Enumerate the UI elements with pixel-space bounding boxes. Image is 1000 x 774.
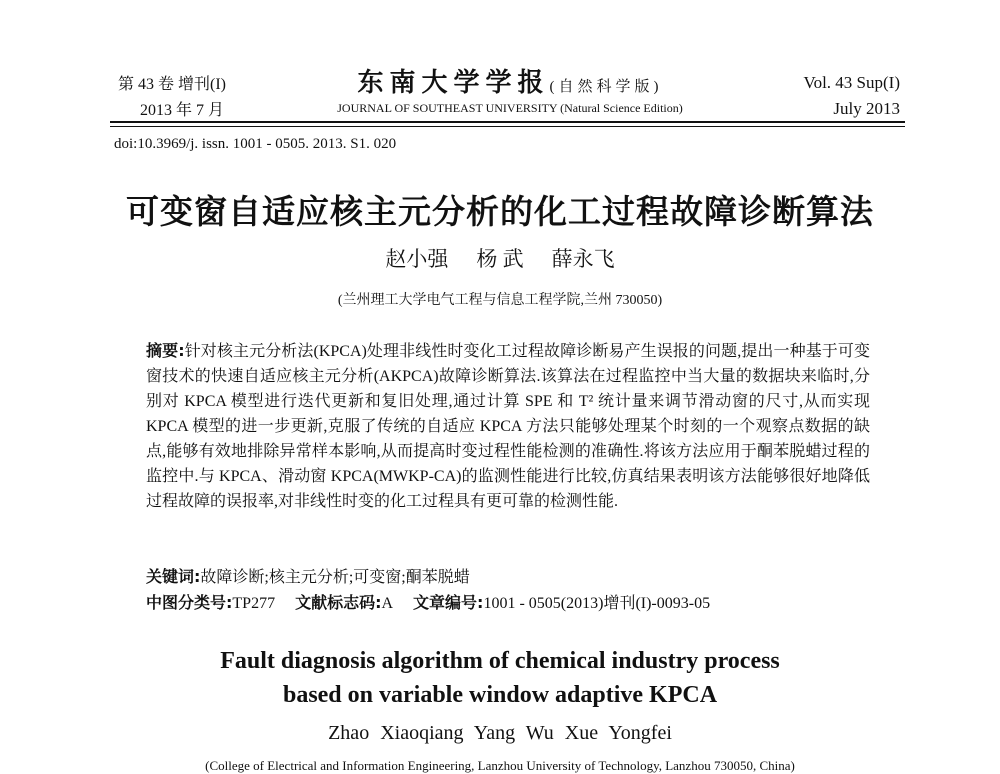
abstract-label: 摘要:	[146, 341, 185, 360]
journal-title-zh: 东南大学学报	[357, 68, 550, 97]
affiliation-zh: (兰州理工大学电气工程与信息工程学院,兰州 730050)	[337, 293, 663, 308]
paper-title-en	[150, 644, 850, 712]
header-volume-block	[118, 72, 318, 124]
journal-name-zh	[300, 62, 720, 99]
authors-zh	[300, 243, 700, 273]
clc-value: TP277	[232, 595, 276, 612]
abstract	[146, 338, 870, 514]
journal-edition-zh: (自然科学版)	[549, 79, 663, 95]
journal-name-en: JOURNAL OF SOUTHEAST UNIVERSITY (Natural Science Edition)	[337, 101, 683, 115]
abstract-text: 针对核主元分析法(KPCA)处理非线性时变化工过程故障诊断易产生误报的问题,提出一种基于可变窗技术的快速自适应核主元分析(AKPCA)故障诊断算法.该算法在过程监控中当大量的数据块来临时,分别对 KPCA 模型进行迭代更新和复旧处理,通过计算 SPE 和 T² 统计量来调节滑动窗的尺寸,从而实现 KPCA 模型的进一步更新,克服了传统的自适应 KPCA 方法只能够处理某个时刻的一个观察点数据的缺点,能够有效地排除异常样本影响,从而提高时变过程性能检测的准确性.将该方法应用于酮苯脱蜡过程的监控中.与 KPCA、滑动窗 KPCA(MWKP-CA)的监测性能进行比较,仿真结果表明该方法能够很好地降低过程故障的误报率,对非线性时变的化工过程具有更可靠的检测性能.	[146, 343, 870, 510]
affiliation-en: (College of Electrical and Information Engineering, Lanzhou University of Technology, Lanzhou 730050, China)	[205, 758, 795, 773]
volume-zh: 第 43 卷 增刊(I)	[118, 76, 226, 93]
doc-code-value: A	[381, 595, 394, 612]
keywords-label: 关键词:	[146, 567, 201, 586]
doc-code-label: 文献标志码:	[295, 593, 382, 612]
article-number-label: 文章编号:	[413, 593, 484, 612]
keywords-text: 故障诊断;核主元分析;可变窗;酮苯脱蜡	[200, 569, 470, 586]
title-en-line: based on variable window adaptive KPCA	[282, 682, 718, 708]
header-rule-thin	[110, 126, 905, 127]
classification-line	[146, 590, 870, 613]
volume-en: Vol. 43 Sup(I)	[803, 73, 900, 92]
authors-en: Zhao Xiaoqiang Yang Wu Xue Yongfei	[328, 722, 672, 744]
author-zh: 赵小强	[385, 247, 449, 271]
title-en-line: Fault diagnosis algorithm of chemical industry process	[220, 648, 780, 674]
date-en: July 2013	[833, 99, 900, 118]
doi-line: doi:10.3969/j. issn. 1001 - 0505. 2013. S1. 020	[114, 136, 397, 152]
author-zh: 杨 武	[476, 247, 524, 271]
author-zh: 薛永飞	[551, 247, 615, 271]
header-volume-en-block	[740, 70, 900, 122]
header-rule-thick	[110, 121, 905, 123]
article-number-value: 1001 - 0505(2013)增刊(I)-0093-05	[483, 595, 711, 612]
keywords	[146, 564, 870, 587]
date-zh: 2013 年 7 月	[140, 102, 225, 119]
clc-label: 中图分类号:	[146, 593, 233, 612]
paper-title-zh: 可变窗自适应核主元分析的化工过程故障诊断算法	[126, 192, 874, 231]
journal-masthead	[300, 62, 720, 116]
